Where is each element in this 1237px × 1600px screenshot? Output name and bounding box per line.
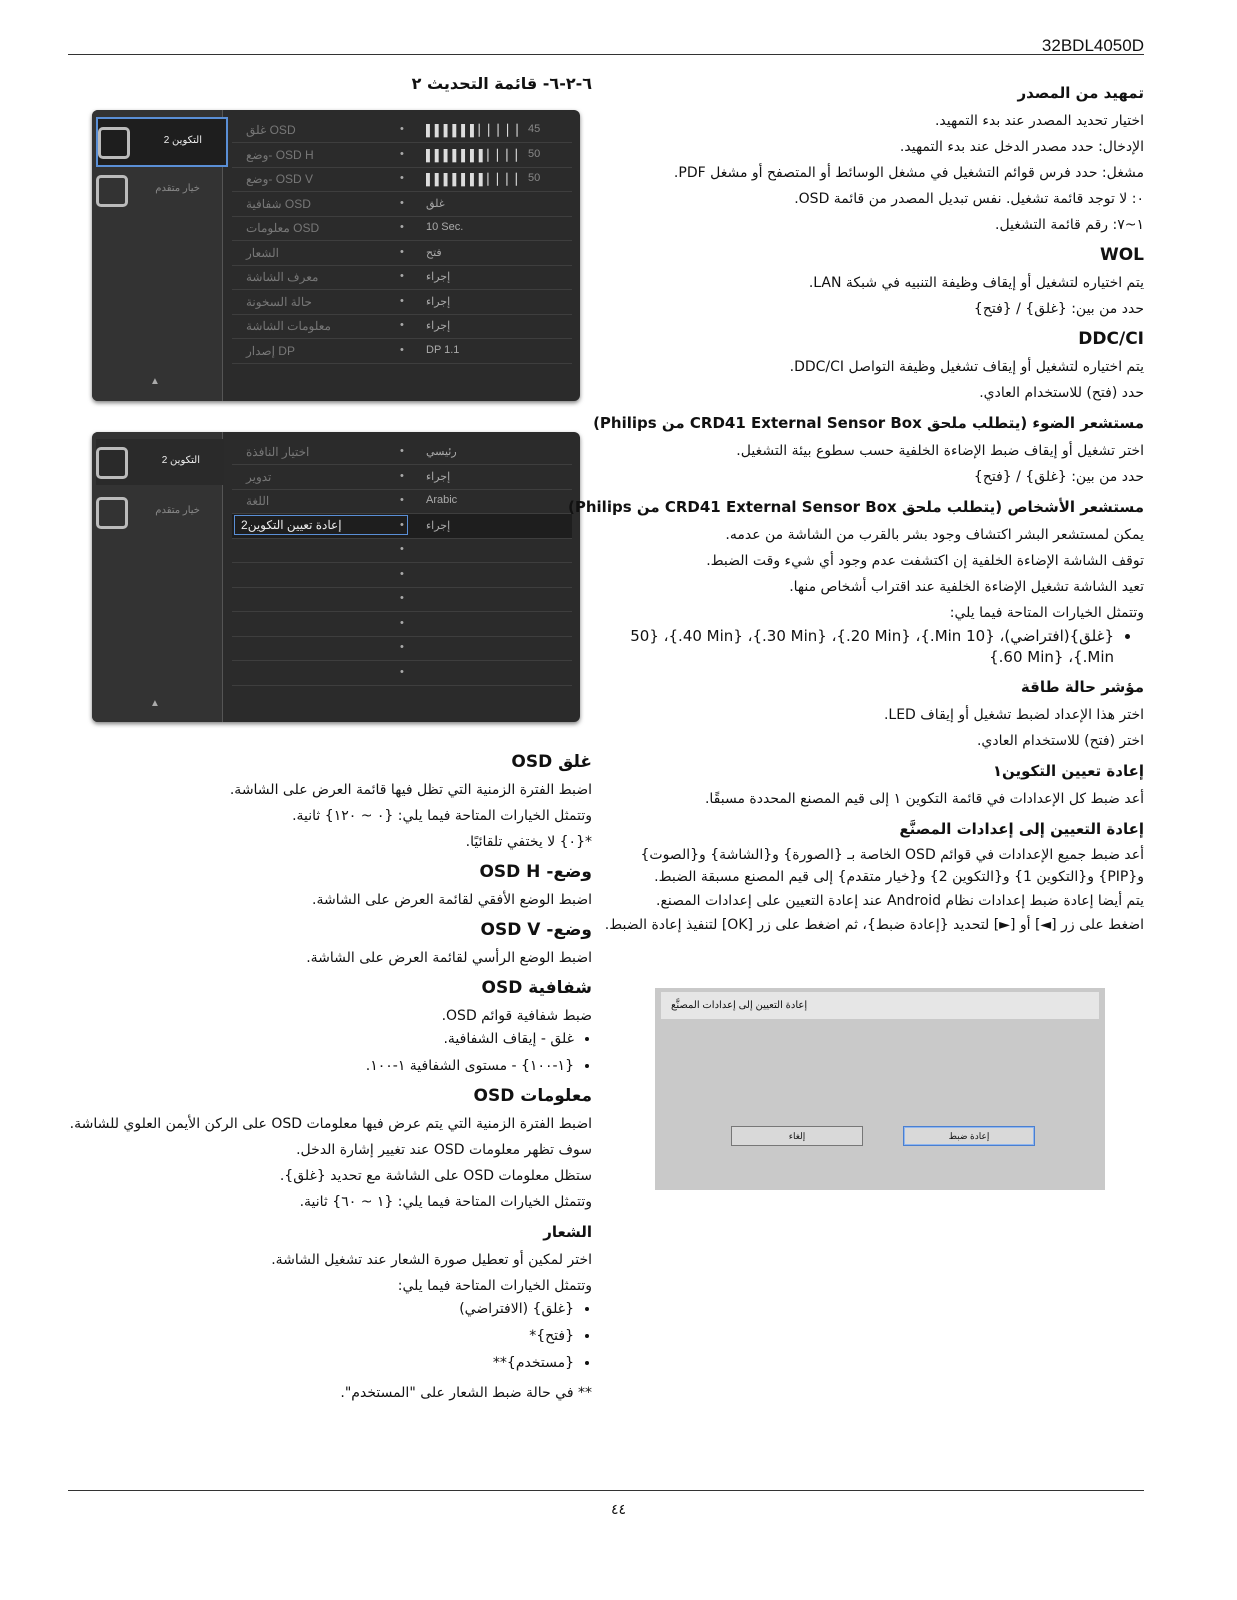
osd-tab-config2[interactable] xyxy=(96,117,228,167)
bullet-icon: • xyxy=(400,469,404,482)
osd-menu-row[interactable] xyxy=(232,661,572,686)
text-line: اضبط الفترة الزمنية التي يتم عرض فيها معلومات OSD على الركن الأيمن العلوي للشاشة. xyxy=(69,1116,592,1132)
text-line: *{٠} لا يختفي تلقائيًا. xyxy=(465,834,592,850)
text-line: اختيار تحديد المصدر عند بدء التمهيد. xyxy=(934,113,1144,129)
heading-human-sensor: مستشعر الأشخاص (يتطلب ملحق CRD41 External Sensor Box من Philips) xyxy=(568,498,1144,516)
osd-row-value: إجراء xyxy=(426,320,451,332)
heading-osd-h: وضع- OSD H xyxy=(479,862,592,882)
bullet-icon: • xyxy=(400,319,404,331)
text-line: حدد من بين: {غلق} / {فتح} xyxy=(973,301,1144,317)
bullet-icon: • xyxy=(400,592,404,604)
osd-row-value: فتح xyxy=(426,246,442,259)
list-item: • {غلق} (الافتراضي) xyxy=(62,1299,574,1320)
advanced-icon xyxy=(96,175,128,207)
bullet-icon: • xyxy=(400,518,404,531)
osd-tab-advanced[interactable] xyxy=(96,167,224,213)
text-line: اضبط الفترة الزمنية التي تظل فيها قائمة العرض على الشاشة. xyxy=(229,782,592,798)
osd-menu-row[interactable] xyxy=(232,489,572,514)
osd-menu-row[interactable] xyxy=(232,538,572,563)
osd-row-label: إعادة تعيين التكوين2 xyxy=(234,515,408,535)
heading-osd-info: معلومات OSD xyxy=(473,1086,592,1106)
bullet-list xyxy=(62,1299,592,1374)
list-item: • غلق - إيقاف الشفافية. xyxy=(62,1029,574,1050)
bullet-icon: • xyxy=(400,543,404,555)
list-item: • {فتح}* xyxy=(62,1326,574,1347)
text-line: وتتمثل الخيارات المتاحة فيما يلي: xyxy=(949,605,1144,621)
text-line: اختر هذا الإعداد لضبط تشغيل أو إيقاف LED. xyxy=(883,707,1144,723)
heading-osd-off: غلق OSD xyxy=(511,752,592,772)
text-line: يتم اختياره لتشغيل أو إيقاف وظيفة التنبيه في شبكة LAN. xyxy=(808,275,1144,291)
heading-ddcci: DDC/CI xyxy=(1078,329,1144,349)
text-line: اختر تشغيل أو إيقاف ضبط الإضاءة الخلفية حسب سطوع بيئة التشغيل. xyxy=(736,443,1144,459)
cancel-button[interactable]: إلغاء xyxy=(731,1126,863,1146)
osd-row-value: DP 1.1 xyxy=(426,343,460,356)
osd-menu-row[interactable] xyxy=(232,612,572,637)
osd-row-label: شفافية OSD xyxy=(246,196,311,211)
text-line: وتتمثل الخيارات المتاحة فيما يلي: {٠ ~ ١٢٠} ثانية. xyxy=(292,808,592,824)
advanced-icon xyxy=(96,497,128,529)
osd-slider-value: 45 xyxy=(528,123,541,135)
text-line: وتتمثل الخيارات المتاحة فيما يلي: {١ ~ ٦٠} ثانية. xyxy=(299,1194,592,1210)
config-icon xyxy=(98,127,130,159)
osd-row-label: حالة السخونة xyxy=(246,294,312,309)
text-line: اضبط الوضع الأفقي لقائمة العرض على الشاشة. xyxy=(312,892,592,908)
osd-row-label: اختيار النافذة xyxy=(246,445,310,459)
model-number: 32BDL4050D xyxy=(1041,36,1144,55)
bullet-icon: • xyxy=(400,567,404,580)
osd-menu-row[interactable] xyxy=(232,265,572,290)
reset-button[interactable]: إعادة ضبط xyxy=(903,1126,1035,1146)
osd-slider-value: 50 xyxy=(528,172,541,184)
text-line: يتم أيضا إعادة ضبط إعدادات نظام Android عند إعادة التعيين على إعدادات المصنع. xyxy=(656,893,1144,909)
osd-menu-row[interactable] xyxy=(232,118,572,143)
bullet-icon: • xyxy=(400,245,404,258)
heading-factory-reset: إعادة التعيين إلى إعدادات المصنَّع xyxy=(899,820,1144,838)
bullet-icon: • xyxy=(400,616,404,629)
osd-slider[interactable]: ▌▌▌▌▌▌▏▏▏▏▏ xyxy=(426,125,527,137)
page-number: ٤٤ xyxy=(610,1502,627,1518)
text-line: يمكن لمستشعر البشر اكتشاف وجود بشر بالقرب من الشاشة من عدمه. xyxy=(725,527,1144,543)
osd-row-label: معرف الشاشة xyxy=(246,270,319,284)
list-item: • {١-١٠٠} - مستوى الشفافية ١-١٠٠. xyxy=(62,1056,574,1077)
config-icon xyxy=(96,447,128,479)
osd-row-label: الشعار xyxy=(246,245,279,260)
osd-tab-advanced[interactable] xyxy=(96,489,224,535)
osd-menu-row[interactable] xyxy=(232,339,572,364)
scroll-up-icon[interactable]: ▲ xyxy=(150,376,160,387)
osd-tab-label: خيار متقدم xyxy=(155,183,200,194)
bullet-icon: • xyxy=(400,123,404,135)
factory-reset-dialog xyxy=(655,988,1105,1190)
osd-slider-value: 50 xyxy=(528,147,541,160)
heading-osd-v: وضع- OSD V xyxy=(480,920,592,940)
osd-menu-row[interactable] xyxy=(232,143,572,168)
osd-row-value: إجراء xyxy=(426,519,451,532)
osd-menu-row[interactable] xyxy=(232,167,572,192)
dialog-title: إعادة التعيين إلى إعدادات المصنَّع xyxy=(661,992,1099,1019)
text-line: اختر (فتح) للاستخدام العادي. xyxy=(976,733,1144,749)
text-line: مشغل: حدد فرس قوائم التشغيل في مشغل الوسائط أو المتصفح أو مشغل PDF. xyxy=(673,165,1144,181)
osd-tab-label: خيار متقدم xyxy=(155,505,200,516)
osd-row-label: اللغة xyxy=(246,494,270,508)
text-line: توقف الشاشة الإضاءة الخلفية إن اكتشفت عدم وجود أي شيء وقت الضبط. xyxy=(706,553,1144,569)
bullet-icon: • xyxy=(400,147,404,160)
osd-menu-row[interactable] xyxy=(232,465,572,490)
footer-rule xyxy=(68,1490,1144,1491)
osd-row-value: إجراء xyxy=(426,295,451,308)
text-line: اختر لمكين أو تعطيل صورة الشعار عند تشغيل الشاشة. xyxy=(271,1252,592,1268)
osd-row-value: رئيسي xyxy=(426,446,457,458)
osd-tab-label: التكوين 2 xyxy=(163,135,202,146)
osd-screen-config2-page1 xyxy=(92,110,580,401)
osd-row-label: معلومات الشاشة xyxy=(246,319,331,333)
osd-row-label: تدوير xyxy=(246,469,272,484)
text-line: الإدخال: حدد مصدر الدخل عند بدء التمهيد. xyxy=(899,139,1144,155)
text-line: ١~٧: رقم قائمة التشغيل. xyxy=(995,217,1144,233)
heading-reset-config1: إعادة تعيين التكوين١ xyxy=(992,762,1144,780)
bullet-icon: • xyxy=(400,445,404,457)
heading-logo: الشعار xyxy=(543,1223,592,1241)
heading-wol: WOL xyxy=(1099,245,1144,265)
bullet-list xyxy=(62,1029,592,1077)
osd-row-value: إجراء xyxy=(426,271,451,283)
bullet-icon: • xyxy=(400,196,404,209)
text-line: ستظل معلومات OSD على الشاشة مع تحديد {غلق}. xyxy=(279,1168,592,1184)
bullet-icon: • xyxy=(400,172,404,184)
osd-slider[interactable]: ▌▌▌▌▌▌▌▏▏▏▏ xyxy=(426,149,526,162)
osd-menu-row[interactable] xyxy=(232,440,572,465)
osd-menu-row[interactable] xyxy=(232,563,572,588)
osd-menu-row[interactable] xyxy=(232,636,572,661)
text-line: اضبط الوضع الرأسي لقائمة العرض على الشاشة. xyxy=(306,950,592,966)
bullet-list xyxy=(604,626,1144,668)
osd-menu-row[interactable] xyxy=(232,314,572,339)
bullet-icon: • xyxy=(400,641,404,653)
osd-menu-row[interactable] xyxy=(232,192,572,217)
osd-row-label: معلومات OSD xyxy=(246,221,320,235)
text-line: سوف تظهر معلومات OSD عند تغيير إشارة الدخل. xyxy=(296,1142,592,1158)
osd-sidebar xyxy=(92,110,223,401)
osd-slider[interactable]: ▌▌▌▌▌▌▌▏▏▏▏ xyxy=(426,174,526,186)
osd-row-value: 10 Sec. xyxy=(426,221,464,233)
heading-osd-transparency: شفافية OSD xyxy=(481,978,592,998)
bullet-icon: • xyxy=(400,665,404,678)
osd-menu-row[interactable] xyxy=(232,587,572,612)
osd-row-label: وضع- OSD V xyxy=(246,172,314,186)
section-title: ٦-٢-٦- قائمة التحديث ٢ xyxy=(411,74,592,93)
osd-tab-config2[interactable] xyxy=(96,439,224,485)
osd-row-value: Arabic xyxy=(426,494,458,506)
right-column xyxy=(568,76,1144,936)
osd-screen-config2-page2 xyxy=(92,432,580,722)
list-item: • {غلق}(افتراضي)، {10 Min.}، {20 Min.}، {30 Min.}، {40 Min.}، {50 Min.}، {60 Min.} xyxy=(604,626,1114,668)
left-column xyxy=(62,745,592,1406)
heading-boot-source: تمهيد من المصدر xyxy=(1017,84,1144,102)
text-line: ٠: لا توجد قائمة تشغيل. نفس تبديل المصدر من قائمة OSD. xyxy=(794,191,1144,207)
osd-row-value: غلق xyxy=(426,197,445,210)
heading-power-led: مؤشر حالة طاقة xyxy=(1020,678,1144,696)
text-line: أعد ضبط كل الإعدادات في قائمة التكوين ١ إلى قيم المصنع المحددة مسبقًا. xyxy=(704,791,1144,807)
note-line: ** في حالة ضبط الشعار على "المستخدم". xyxy=(340,1385,592,1401)
text-line: أعد ضبط جميع الإعدادات في قوائم OSD الخاصة بـ {الصورة} و{الشاشة} و{الصوت} و{PIP} و{التكوين 1} و{التكوين 2} و{خيار متقدم} إلى قيم المصنع مسبقة الضبط. xyxy=(640,847,1144,885)
osd-tab-label: التكوين 2 xyxy=(161,455,200,466)
text-line: اضغط على زر [◄] أو [►] لتحديد {إعادة ضبط}، ثم اضغط على زر [OK] لتنفيذ إعادة الضبط. xyxy=(604,917,1144,933)
osd-menu-row[interactable] xyxy=(232,514,572,539)
text-line: ضبط شفافية قوائم OSD. xyxy=(441,1008,592,1024)
osd-row-label: غلق OSD xyxy=(246,123,296,137)
bullet-icon: • xyxy=(400,270,404,282)
header-rule xyxy=(68,54,1144,55)
osd-row-value: إجراء xyxy=(426,470,451,483)
list-item: • {مستخدم}** xyxy=(62,1353,574,1374)
heading-light-sensor: مستشعر الضوء (يتطلب ملحق CRD41 External Sensor Box من Philips) xyxy=(593,414,1144,432)
osd-sidebar xyxy=(92,432,223,722)
text-line: حدد من بين: {غلق} / {فتح} xyxy=(973,469,1144,485)
text-line: حدد (فتح) للاستخدام العادي. xyxy=(979,385,1144,401)
text-line: وتتمثل الخيارات المتاحة فيما يلي: xyxy=(397,1278,592,1294)
osd-row-label: إصدار DP xyxy=(246,343,295,358)
osd-menu-row[interactable] xyxy=(232,290,572,315)
osd-menu-row[interactable] xyxy=(232,241,572,266)
scroll-up-icon[interactable]: ▲ xyxy=(150,698,160,709)
text-line: يتم اختياره لتشغيل أو إيقاف تشغيل وظيفة التواصل DDC/CI. xyxy=(789,359,1144,375)
osd-row-label: وضع- OSD H xyxy=(246,147,314,162)
text-line: تعيد الشاشة تشغيل الإضاءة الخلفية عند اقتراب أشخاص منها. xyxy=(789,579,1144,595)
bullet-icon: • xyxy=(400,494,404,506)
bullet-icon: • xyxy=(400,294,404,307)
bullet-icon: • xyxy=(400,221,404,233)
bullet-icon: • xyxy=(400,343,404,356)
osd-menu-row[interactable] xyxy=(232,216,572,241)
